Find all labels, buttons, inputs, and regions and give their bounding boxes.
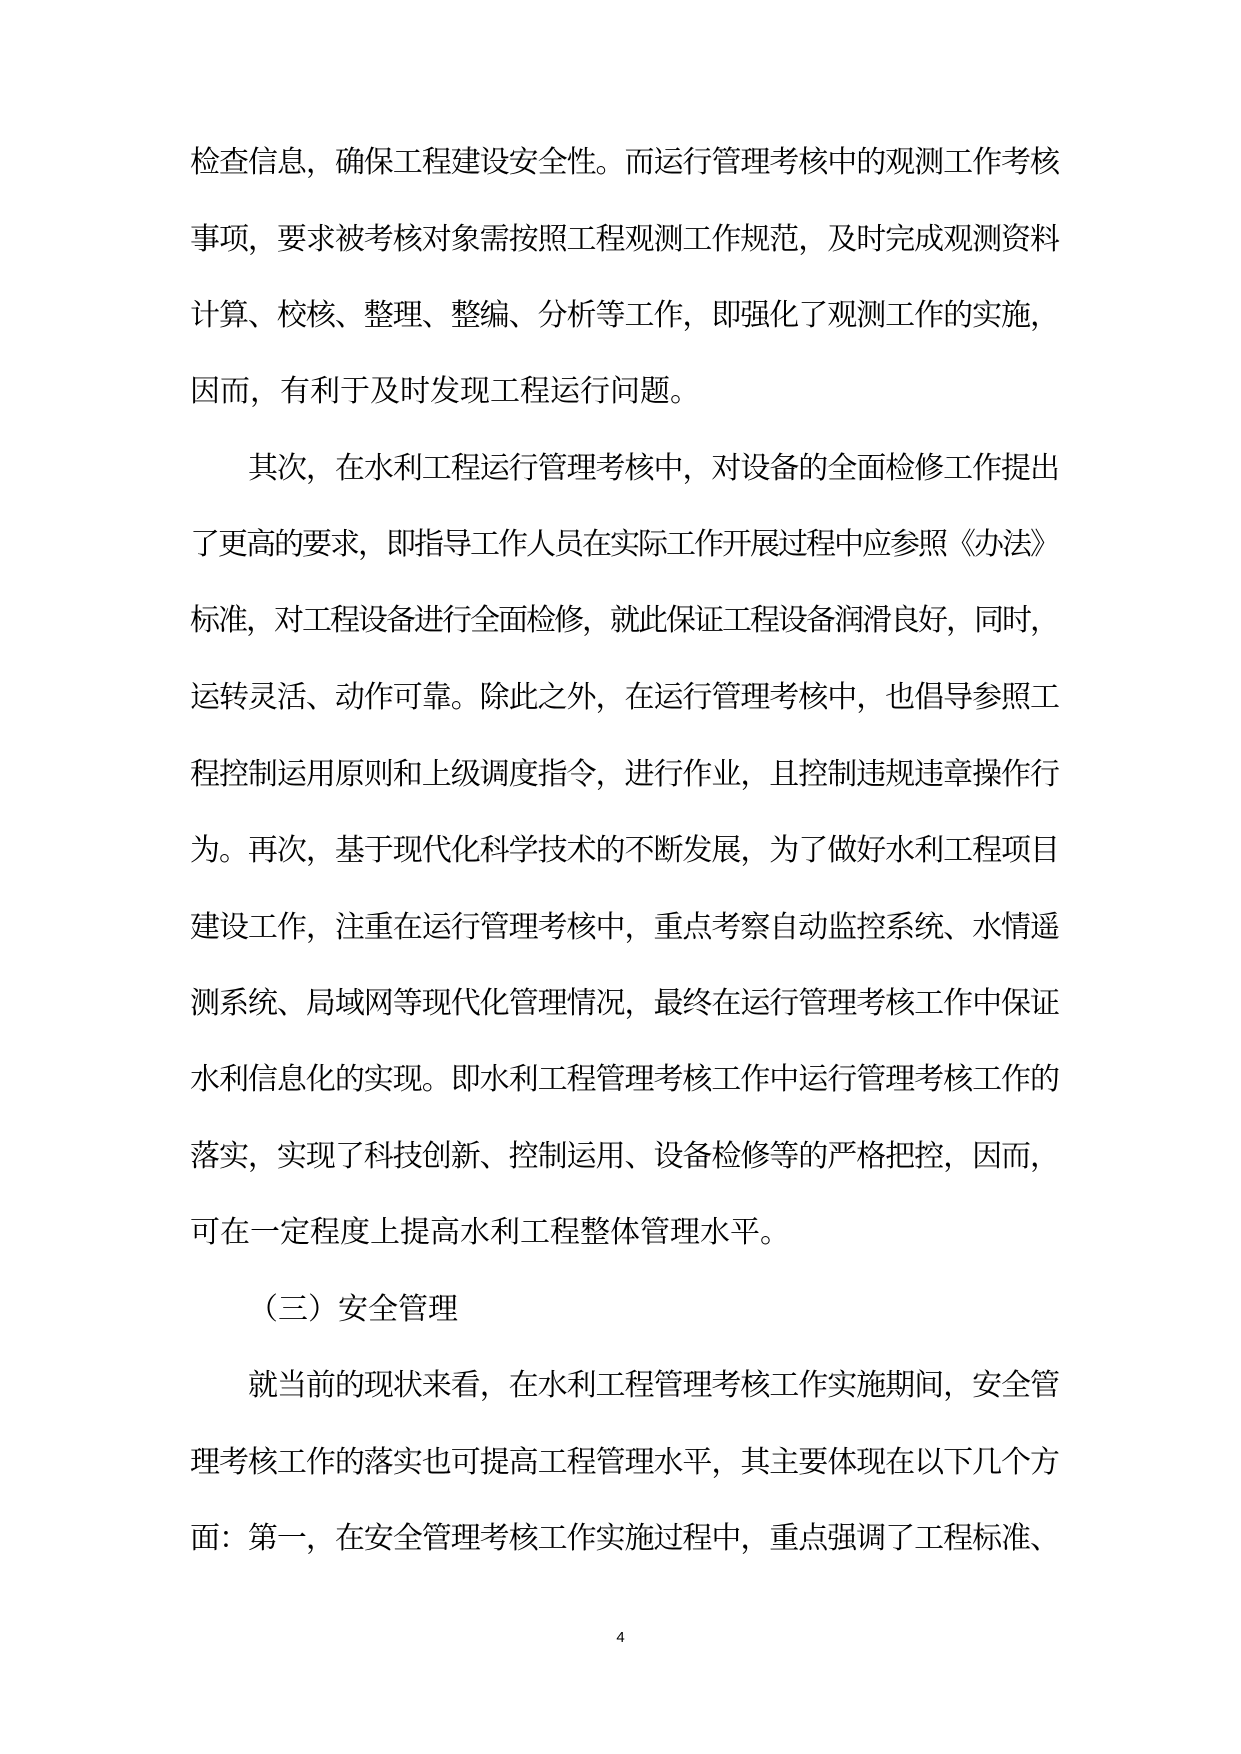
page-number: 4 bbox=[616, 1629, 625, 1646]
body-text-line: 面：第一，在安全管理考核工作实施过程中，重点强调了工程标准、 bbox=[190, 1521, 1059, 1556]
body-text-line: 落实，实现了科技创新、控制运用、设备检修等的严格把控，因而， bbox=[190, 1139, 1059, 1174]
body-text-line: 检查信息，确保工程建设安全性。而运行管理考核中的观测工作考核 bbox=[190, 145, 1059, 180]
body-text-line: 计算、校核、整理、整编、分析等工作，即强化了观测工作的实施， bbox=[190, 298, 1059, 333]
body-text-line: 建设工作，注重在运行管理考核中，重点考察自动监控系统、水情遥 bbox=[190, 910, 1059, 945]
body-text-line: 标准，对工程设备进行全面检修，就此保证工程设备润滑良好，同时， bbox=[190, 603, 1058, 638]
body-text-line: 为。再次，基于现代化科学技术的不断发展，为了做好水利工程项目 bbox=[190, 833, 1059, 868]
body-text-line: 事项，要求被考核对象需按照工程观测工作规范，及时完成观测资料 bbox=[190, 222, 1059, 257]
body-text-line: 水利信息化的实现。即水利工程管理考核工作中运行管理考核工作的 bbox=[190, 1062, 1059, 1097]
body-text-line: 可在一定程度上提高水利工程整体管理水平。 bbox=[190, 1215, 790, 1250]
body-text-line: 程控制运用原则和上级调度指令，进行作业，且控制违规违章操作行 bbox=[190, 757, 1059, 792]
body-text-line: 了更高的要求，即指导工作人员在实际工作开展过程中应参照《办法》 bbox=[190, 527, 1058, 562]
paragraph-first-line: 就当前的现状来看，在水利工程管理考核工作实施期间，安全管 bbox=[248, 1368, 1059, 1403]
body-text-line: 运转灵活、动作可靠。除此之外，在运行管理考核中，也倡导参照工 bbox=[190, 680, 1059, 715]
paragraph-first-line: 其次，在水利工程运行管理考核中，对设备的全面检修工作提出 bbox=[248, 451, 1059, 486]
body-text-line: 因而，有利于及时发现工程运行问题。 bbox=[190, 374, 700, 409]
section-heading: （三）安全管理 bbox=[248, 1292, 458, 1327]
body-text-line: 测系统、局域网等现代化管理情况，最终在运行管理考核工作中保证 bbox=[190, 986, 1059, 1021]
body-text-line: 理考核工作的落实也可提高工程管理水平，其主要体现在以下几个方 bbox=[190, 1445, 1059, 1480]
